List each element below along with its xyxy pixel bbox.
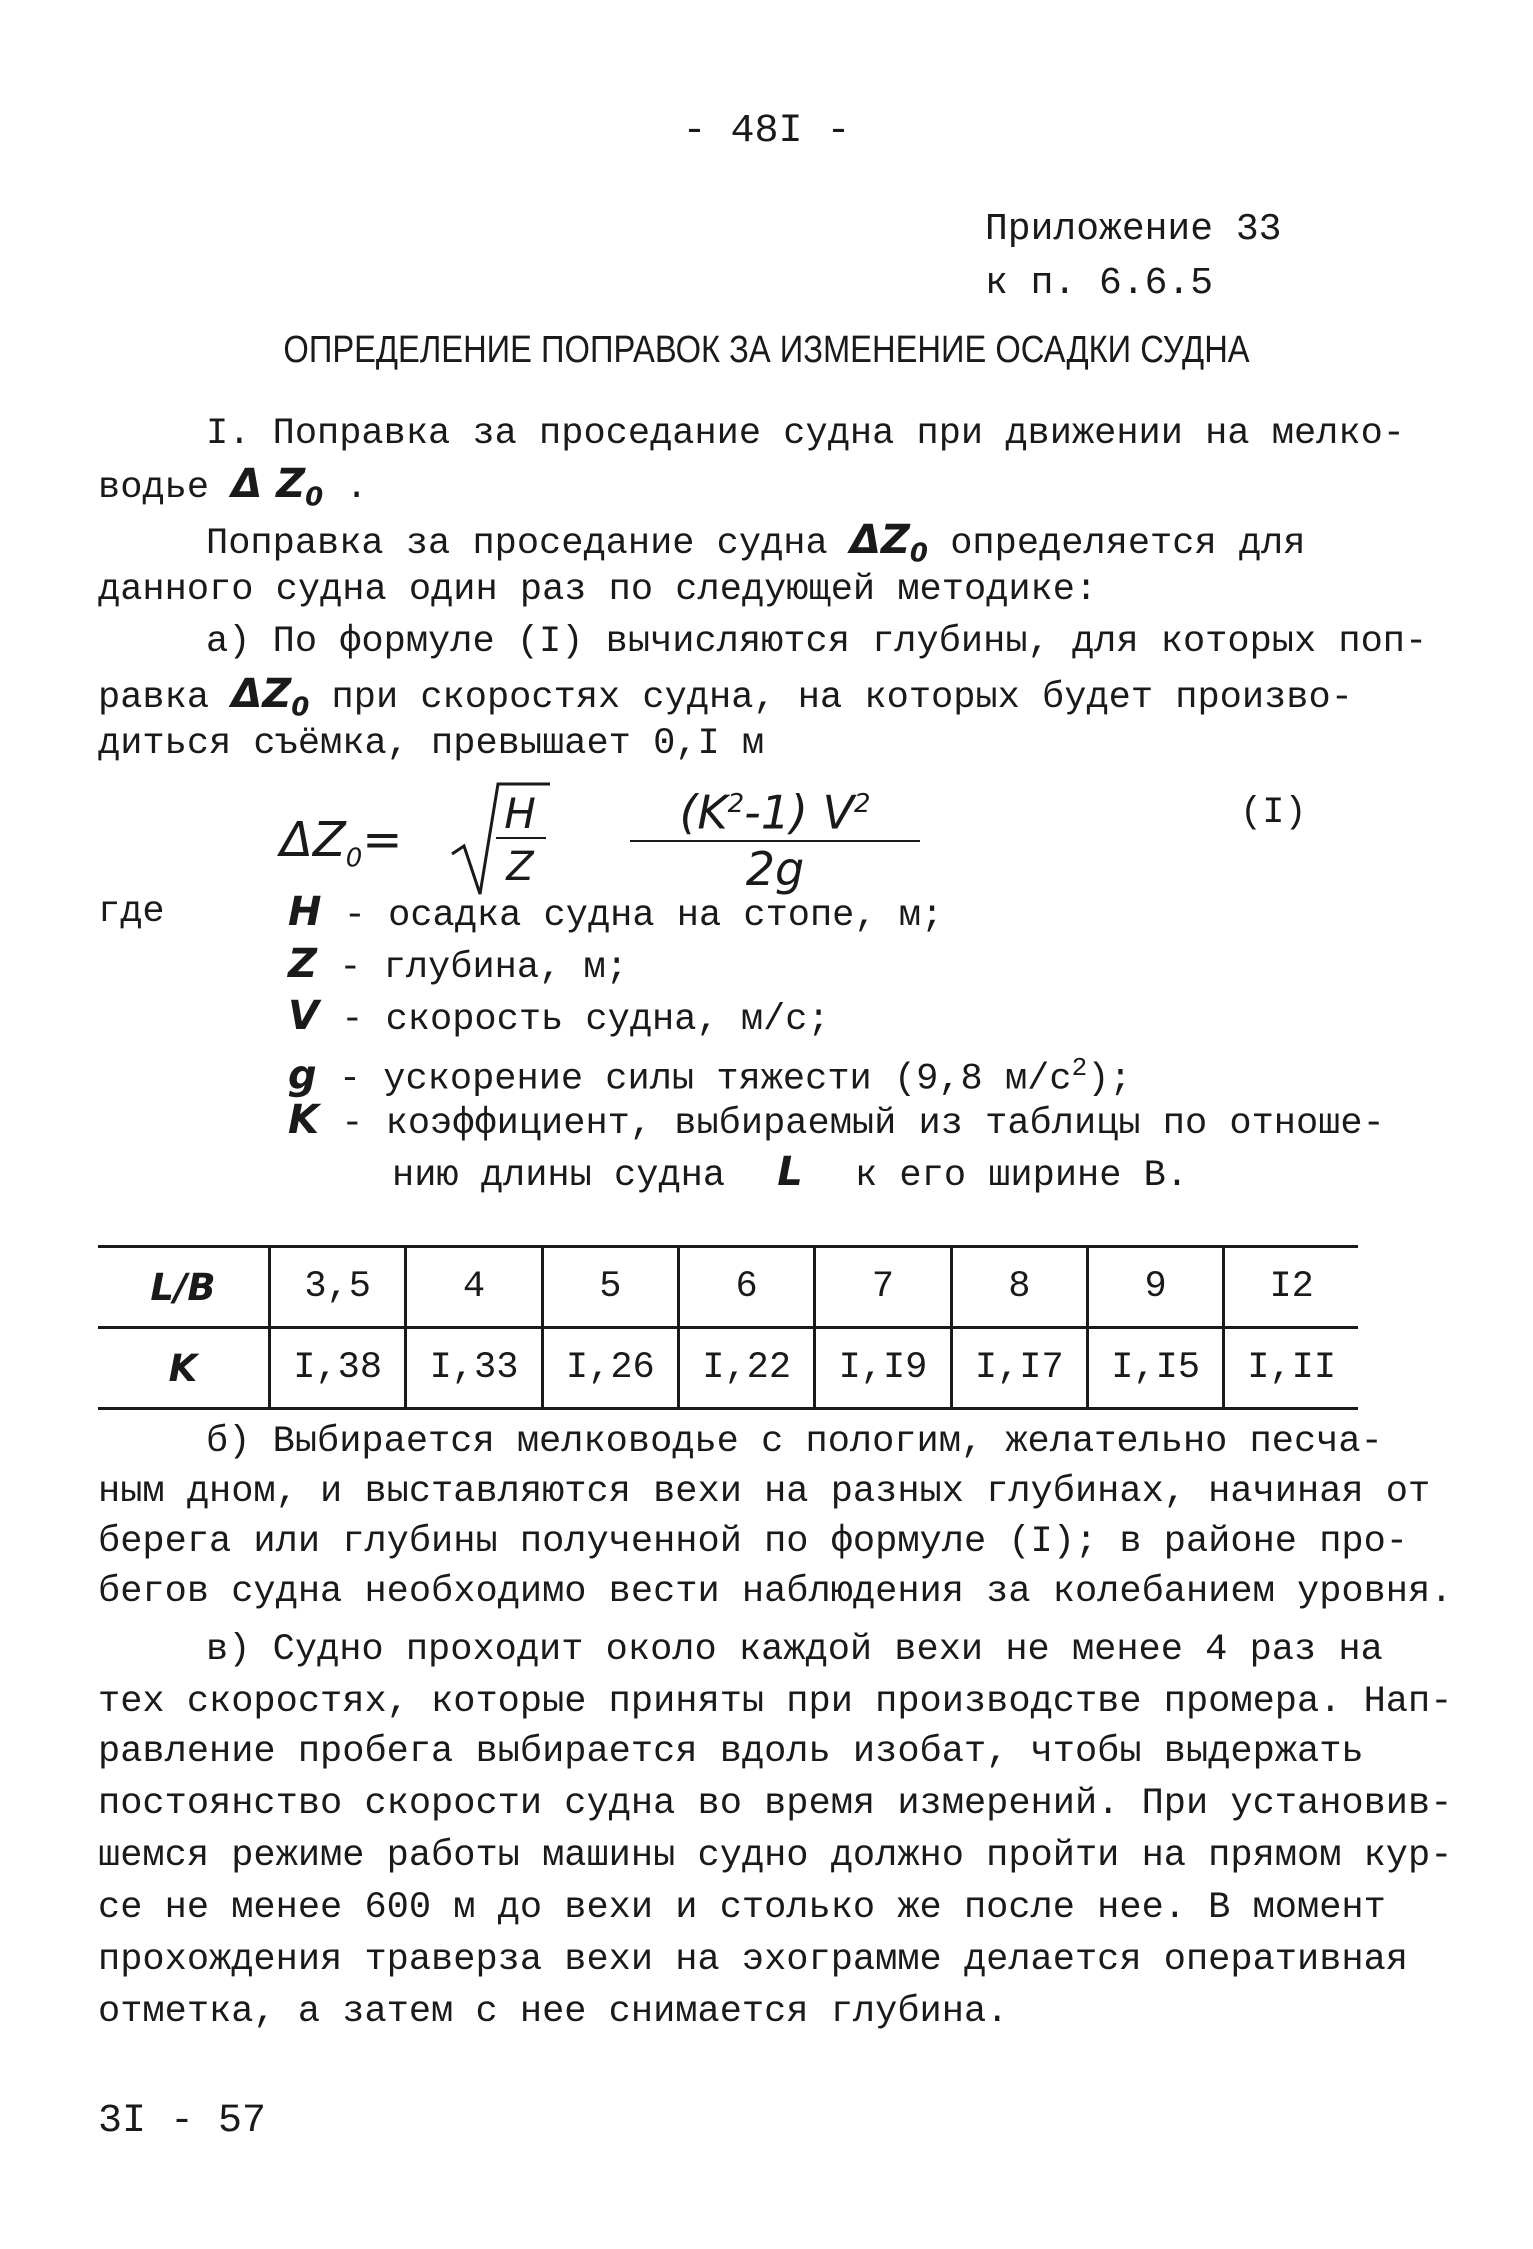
table-cell: 5: [542, 1247, 678, 1328]
delta-z0-symbol: ΔZ: [849, 517, 910, 563]
section1-line2-text: водье: [98, 467, 210, 509]
para-a-line3: диться съёмка, превышает 0,I м: [98, 723, 765, 765]
delta-z0-subscript: 0: [305, 482, 324, 513]
table-cell: 4: [406, 1247, 542, 1328]
para-a-line2-b: при скоростях судна, на которых будет произво-: [331, 677, 1353, 719]
square-root-sign: [450, 780, 550, 898]
para-v-line3: равление пробега выбирается вдоль изобат, чтобы выдержать: [98, 1731, 1364, 1773]
formula-lhs: [280, 812, 402, 874]
table-cell: I,38: [270, 1328, 406, 1409]
para-v-line8: отметка, а затем с нее снимается глубина.: [98, 1991, 1009, 2033]
table-cell: I,I7: [951, 1328, 1087, 1409]
para-v-line5: шемся режиме работы машины судно должно пройти на прямом кур-: [98, 1835, 1453, 1877]
definition-k-continuation: [392, 1150, 1188, 1198]
para2-line1-b: определяется для: [950, 523, 1306, 565]
para-v-line2: тех скоростях, которые приняты при производстве промера. Нап-: [98, 1681, 1453, 1723]
para-v-line4: постоянство скорости судна во время измерений. При установив-: [98, 1783, 1453, 1825]
length-symbol: L: [777, 1149, 803, 1195]
numerator-sup2: 2: [854, 789, 871, 819]
definition-text: - осадка судна на стопе, м;: [343, 895, 944, 937]
definition-symbol: H: [288, 889, 322, 935]
numerator-sup1: 2: [727, 789, 745, 819]
sqrt-denominator: Z: [506, 844, 534, 890]
section1-line2-end: .: [323, 467, 368, 509]
table-cell: 7: [815, 1247, 951, 1328]
para-b-line1: б) Выбирается мелководье с пологим, желательно песча-: [206, 1421, 1383, 1463]
appendix-label: Приложение 33: [985, 208, 1282, 251]
definition-sup: 2: [1071, 1053, 1088, 1083]
definition-symbol: K: [288, 1097, 319, 1143]
definition-text: - ускорение силы тяжести (9,8 м/с: [338, 1058, 1072, 1101]
para-a-line2: [98, 672, 1353, 729]
numerator-part1: (K: [679, 785, 728, 840]
fraction-numerator: [630, 776, 920, 840]
table-cell: 6: [678, 1247, 814, 1328]
table-row: [98, 1247, 1358, 1328]
formula-1: [280, 770, 940, 910]
table-cell: 9: [1087, 1247, 1223, 1328]
para2-line2: данного судна один раз по следующей методике:: [98, 569, 1098, 611]
definition-symbol: g: [288, 1052, 317, 1099]
document-title: ОПРЕДЕЛЕНИЕ ПОПРАВОК ЗА ИЗМЕНЕНИЕ ОСАДКИ СУДНА: [283, 329, 1250, 371]
table-cell: 3,5: [270, 1247, 406, 1328]
definition-g: [288, 1046, 1132, 1101]
table-cell: I,I9: [815, 1328, 951, 1409]
table-cell: I,II: [1224, 1328, 1358, 1409]
table-row: [98, 1328, 1358, 1409]
where-label: где: [98, 891, 165, 933]
section1-line2: [98, 462, 368, 519]
continuation-b: к его ширине В.: [855, 1155, 1189, 1197]
formula-lhs-symbol: ΔZ: [280, 812, 346, 868]
formula-number: (I): [1240, 792, 1307, 834]
para-b-line4: бегов судна необходимо вести наблюдения за колебанием уровня.: [98, 1571, 1453, 1613]
para2-line1: [206, 518, 1305, 575]
para-a-line1: а) По формуле (I) вычисляются глубины, для которых поп-: [206, 621, 1428, 663]
para2-line1-a: Поправка за проседание судна: [206, 523, 828, 565]
table-cell: 8: [951, 1247, 1087, 1328]
fraction-denominator: 2g: [745, 842, 805, 897]
definition-z: [288, 942, 628, 990]
table-cell: I,26: [542, 1328, 678, 1409]
formula-equals: =: [362, 812, 403, 868]
appendix-reference: к п. 6.6.5: [985, 262, 1214, 305]
numerator-part2: -1) V: [744, 785, 855, 840]
footer-code: 3I - 57: [98, 2099, 267, 2144]
definition-text: - глубина, м;: [339, 947, 628, 989]
section1-line1: I. Поправка за проседание судна при движении на мелко-: [206, 413, 1405, 455]
definition-tail: );: [1087, 1058, 1132, 1101]
definition-v: [288, 994, 830, 1042]
table-header-cell: K: [98, 1328, 270, 1409]
para-v-line1: в) Судно проходит около каждой вехи не менее 4 раз на: [206, 1629, 1383, 1671]
para-v-line7: прохождения траверза вехи на эхограмме делается оперативная: [98, 1939, 1409, 1981]
definition-h: [288, 890, 943, 938]
para-b-line3: берега или глубины полученной по формуле (I); в районе про-: [98, 1521, 1409, 1563]
definition-symbol: V: [288, 993, 319, 1039]
table-cell: I,22: [678, 1328, 814, 1409]
definition-text: - коэффициент, выбираемый из таблицы по отноше-: [341, 1103, 1385, 1145]
table-header-cell: L/B: [98, 1247, 270, 1328]
formula-lhs-subscript: 0: [345, 843, 363, 874]
definition-k: [288, 1098, 1385, 1146]
definition-symbol: Z: [288, 941, 318, 987]
sqrt-numerator: H: [504, 789, 536, 838]
continuation-a: нию длины судна: [392, 1155, 726, 1197]
delta-z0-subscript: 0: [909, 538, 928, 569]
formula-fraction: [630, 776, 920, 896]
table-cell: I,I5: [1087, 1328, 1223, 1409]
delta-z0-symbol: ΔZ: [231, 671, 292, 717]
table-cell: I,33: [406, 1328, 542, 1409]
definition-text: - скорость судна, м/с;: [341, 999, 830, 1041]
para-b-line2: ным дном, и выставляются вехи на разных глубинах, начиная от: [98, 1471, 1431, 1513]
delta-z0-symbol: Δ Z: [231, 461, 306, 507]
para-v-line6: се не менее 600 м до вехи и столько же после нее. В момент: [98, 1887, 1386, 1929]
delta-z0-subscript: 0: [291, 692, 310, 723]
coefficient-table: [98, 1245, 1358, 1410]
table-cell: I2: [1224, 1247, 1358, 1328]
page-number: - 48I -: [682, 109, 851, 154]
para-a-line2-a: равка: [98, 677, 210, 719]
